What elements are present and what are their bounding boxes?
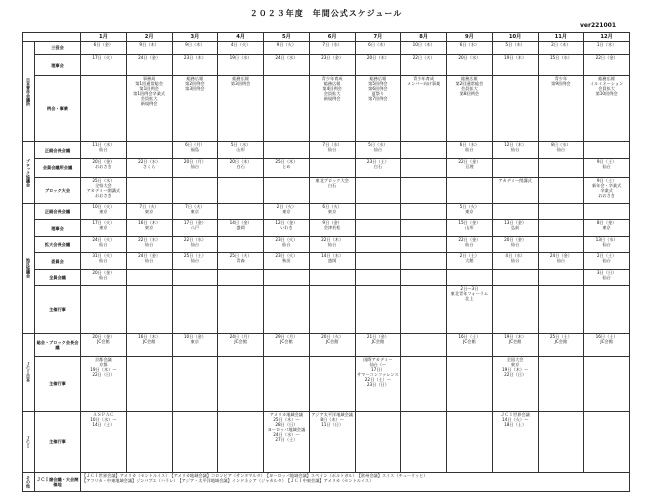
schedule-cell	[172, 357, 218, 411]
schedule-cell: 7日（水）	[309, 42, 355, 55]
schedule-cell: 9日（土） 新年会・卒業式 卒業式 おおさき	[584, 177, 630, 203]
schedule-cell: 23日（木）	[172, 54, 218, 75]
schedule-cell: 24日（金）	[126, 54, 172, 75]
schedule-row	[23, 177, 630, 203]
schedule-cell	[218, 357, 264, 411]
schedule-row	[23, 54, 630, 75]
row-label: 会員会議所会議	[35, 158, 81, 177]
schedule-cell: 9日（木）	[126, 42, 172, 55]
schedule-cell	[401, 411, 447, 472]
schedule-cell	[309, 286, 355, 333]
schedule-cell	[126, 286, 172, 333]
schedule-cell	[584, 142, 630, 159]
schedule-cell: 6日（火） 東京	[309, 203, 355, 220]
header-corner	[23, 33, 81, 42]
schedule-cell: 17日（金） 八戸	[172, 220, 218, 237]
schedule-cell: 31日（火） 仙台	[81, 253, 127, 270]
schedule-cell	[538, 236, 584, 253]
schedule-cell: 3日（日） 仙台	[584, 269, 630, 286]
schedule-table	[22, 32, 630, 492]
schedule-cell	[81, 76, 127, 142]
schedule-cell	[264, 177, 310, 203]
schedule-cell	[401, 333, 447, 357]
schedule-cell: 1日（木）	[584, 42, 630, 55]
schedule-cell	[538, 411, 584, 472]
schedule-cell	[218, 269, 264, 286]
schedule-cell: 12日（木） 仙台	[492, 142, 538, 159]
schedule-cell	[538, 357, 584, 411]
month-header: 1月	[81, 33, 127, 42]
schedule-cell: 25日（木） とめ	[264, 158, 310, 177]
schedule-cell: 11日（水） 仙台	[81, 142, 127, 159]
schedule-cell: 16日（土） JC会館	[447, 333, 493, 357]
schedule-cell: 20日（金） 仙台	[492, 236, 538, 253]
schedule-cell: 4日（火）	[218, 42, 264, 55]
schedule-cell	[218, 236, 264, 253]
schedule-cell	[172, 411, 218, 472]
schedule-cell: 青少年 第9回例会	[538, 76, 584, 142]
schedule-cell: 20日（金） おおさき	[81, 158, 127, 177]
row-label: 理事会	[35, 54, 81, 75]
schedule-cell: 25日（火） 青森	[218, 253, 264, 270]
schedule-cell	[172, 269, 218, 286]
schedule-cell: 24日（金） 仙台	[538, 253, 584, 270]
schedule-cell	[538, 177, 584, 203]
schedule-cell: 14日（金） 盛岡	[218, 220, 264, 237]
schedule-cell	[447, 177, 493, 203]
schedule-cell	[218, 411, 264, 472]
schedule-cell	[538, 203, 584, 220]
page-title: ２０２３年度 年間公式スケジュール	[249, 9, 403, 18]
schedule-cell: 総務広報 第2回例会 第3回例会	[172, 76, 218, 142]
row-label: 主催行事	[35, 357, 81, 411]
schedule-cell	[218, 177, 264, 203]
schedule-cell: 14日（水） 盛岡	[309, 253, 355, 270]
schedule-row	[23, 236, 630, 253]
schedule-cell: 12日（金） いわき	[264, 220, 310, 237]
month-header: 9月	[447, 33, 493, 42]
row-label: 正副会長会議	[35, 203, 81, 220]
schedule-cell: ＡＳＰＡＣ 10日（水）〜 14日（土）	[81, 411, 127, 472]
schedule-cell: 24日（水）	[264, 54, 310, 75]
schedule-cell: 5日（火） 東京	[447, 203, 493, 220]
row-label: 全員会議	[35, 269, 81, 286]
schedule-cell: 20日（木） 白石	[218, 158, 264, 177]
schedule-cell	[447, 269, 493, 286]
schedule-cell: 23日（火） 仙台	[264, 236, 310, 253]
schedule-cell	[264, 357, 310, 411]
schedule-cell	[447, 357, 493, 411]
schedule-cell: 16日（土） JC会館	[584, 333, 630, 357]
schedule-cell: 青少年育成 総務広報 第4回例会 会員拡大 新規例会	[309, 76, 355, 142]
schedule-cell: 23日（火） 秋田	[264, 253, 310, 270]
schedule-cell: 6日（月） 福島	[172, 142, 218, 159]
category-label: その他	[23, 473, 35, 492]
schedule-cell: 【ＪＣＩ世界会議】アメリカ（セントルイス） 【アメリカ地域会議】コロンビア（サンタマルタ） 【ヨーロッパ地域会議】スペイン（ポルトガル） 【欧州会議】スイス（チューリッヒ） 【アフリカ・中東地域会議】ジンバブエ（ハラレ） 【アジア・太平洋地域会議】インドネシア（ジャカルタ） 【ＪＣＩ中東会議】アメリカ（セントルイス）	[81, 473, 630, 492]
schedule-cell	[264, 76, 310, 142]
schedule-cell	[355, 203, 401, 220]
schedule-cell: 6日（水） 仙台	[447, 142, 493, 159]
schedule-cell	[355, 253, 401, 270]
schedule-cell	[492, 203, 538, 220]
schedule-cell	[355, 411, 401, 472]
schedule-cell: 17日（火）	[81, 54, 127, 75]
schedule-cell	[309, 357, 355, 411]
month-header: 3月	[172, 33, 218, 42]
month-header: 12月	[584, 33, 630, 42]
schedule-row	[23, 357, 630, 411]
schedule-cell: 10日（金） 東京	[172, 333, 218, 357]
schedule-cell: 総務広報 第5回例会 第6回例会 夏祭り 第7回例会	[355, 76, 401, 142]
schedule-cell: 29日（月） JC会館	[264, 333, 310, 357]
month-header: 8月	[401, 33, 447, 42]
schedule-cell: 24日（金） 仙台	[126, 253, 172, 270]
row-label: ＪＣＩ諸会議・大会開催地	[35, 473, 81, 492]
schedule-cell	[355, 286, 401, 333]
schedule-cell: アジア太平洋地域会議 8日（木）〜 11日（日）	[309, 411, 355, 472]
schedule-cell: 20日（水）	[447, 54, 493, 75]
schedule-cell: 20日（月） 仙台	[172, 158, 218, 177]
schedule-cell: 20日（金） 仙台	[81, 269, 127, 286]
schedule-cell	[538, 269, 584, 286]
schedule-cell	[401, 177, 447, 203]
schedule-cell: 20日（木）	[355, 54, 401, 75]
schedule-cell	[218, 286, 264, 333]
schedule-row	[23, 253, 630, 270]
schedule-cell: 国際アカデミー 仙台（〜 17日） サマーコンファレンス 22日（土）〜 23日（日）	[355, 357, 401, 411]
row-label: 拡大会長会議	[35, 236, 81, 253]
schedule-cell	[126, 357, 172, 411]
schedule-cell	[355, 177, 401, 203]
schedule-cell: 総務広報 イルミネーション 会員拡大 第10回例会	[584, 76, 630, 142]
schedule-cell	[401, 236, 447, 253]
schedule-row	[23, 473, 630, 492]
schedule-cell	[401, 203, 447, 220]
schedule-cell: 24日（火） 仙台	[81, 236, 127, 253]
schedule-cell: 10日（木）	[401, 42, 447, 55]
schedule-cell: 13日（水） 仙台	[584, 236, 630, 253]
row-label: 例会・事業	[35, 76, 81, 142]
schedule-cell: 青少年育成 メンバー向け事業	[401, 76, 447, 142]
schedule-cell	[401, 286, 447, 333]
schedule-row	[23, 286, 630, 333]
header-row	[23, 33, 630, 42]
schedule-cell	[584, 411, 630, 472]
schedule-cell	[584, 357, 630, 411]
row-label: 正副会長会議	[35, 142, 81, 159]
schedule-cell	[584, 203, 630, 220]
schedule-cell: 19日（木） JC会館	[492, 333, 538, 357]
row-label: 主催行事	[35, 286, 81, 333]
schedule-cell: 25日（水） 全県大会 アカデミー開講式 おおさき	[81, 177, 127, 203]
schedule-cell: アカデミー閉講式	[492, 177, 538, 203]
schedule-cell	[447, 411, 493, 472]
schedule-row	[23, 142, 630, 159]
schedule-cell	[492, 269, 538, 286]
month-header: 4月	[218, 33, 264, 42]
schedule-cell: 22日（金） 仙台	[447, 236, 493, 253]
schedule-cell: 2日（土） 仙台	[584, 253, 630, 270]
schedule-cell: 6日（金）	[81, 42, 127, 55]
schedule-cell: 22日（木） 仙台	[309, 236, 355, 253]
schedule-cell: 19日（木）	[492, 54, 538, 75]
schedule-cell: 22日（水） さくら	[126, 158, 172, 177]
schedule-cell: 5日（木）	[492, 42, 538, 55]
schedule-cell	[584, 286, 630, 333]
schedule-cell: 15日（水）	[538, 54, 584, 75]
schedule-cell: 2日〜3日 東北青年フォーラム 北上	[447, 286, 493, 333]
schedule-cell	[538, 286, 584, 333]
schedule-cell: ＪＣＩ世界会議 14日（火）〜 18日（土）	[492, 411, 538, 472]
schedule-cell	[172, 286, 218, 333]
schedule-cell	[401, 158, 447, 177]
schedule-cell: 事務局 第1回通常総会 第1回例会 第1回例会卒業式 会員拡大 新規例会	[126, 76, 172, 142]
schedule-cell	[401, 142, 447, 159]
schedule-cell	[126, 269, 172, 286]
category-label: 日本青年会議所	[23, 42, 35, 142]
schedule-cell: 23日（土） 白石	[355, 158, 401, 177]
schedule-row	[23, 333, 630, 357]
schedule-cell: 9日（火）	[264, 42, 310, 55]
row-label: ブロック大会	[35, 177, 81, 203]
schedule-cell	[401, 220, 447, 237]
schedule-cell	[126, 411, 172, 472]
schedule-cell	[126, 177, 172, 203]
schedule-cell: 2日（火） 東京	[264, 203, 310, 220]
schedule-cell: 22日（金）	[584, 54, 630, 75]
month-header: 2月	[126, 33, 172, 42]
schedule-cell: 6日（水）	[447, 42, 493, 55]
month-header: 6月	[309, 33, 355, 42]
schedule-cell: アメリカ地域会議 25日（木）〜 28日（日） ヨーロッパ地域会議 24日（水）〜 27日（土）	[264, 411, 310, 472]
category-label: 地区協議会	[23, 203, 35, 333]
schedule-cell	[264, 142, 310, 159]
schedule-cell	[492, 76, 538, 142]
category-label: ブロック協議会	[23, 142, 35, 203]
schedule-cell	[492, 158, 538, 177]
schedule-cell: 20日（金） JC会館	[81, 333, 127, 357]
schedule-cell: 8日（金） 東京	[584, 220, 630, 237]
schedule-cell	[492, 286, 538, 333]
schedule-cell	[264, 269, 310, 286]
schedule-row	[23, 220, 630, 237]
schedule-cell: 20日（火） JC会館	[309, 333, 355, 357]
schedule-cell: 16日（木） 東京	[126, 220, 172, 237]
schedule-cell: 17日（火） 東京	[81, 220, 127, 237]
schedule-cell	[355, 220, 401, 237]
schedule-cell: 総務広報 第3回例会	[218, 76, 264, 142]
schedule-cell: 25日（土） 仙台	[172, 253, 218, 270]
schedule-cell: 7日（火） 東京	[126, 203, 172, 220]
schedule-cell: 19日（水）	[218, 54, 264, 75]
schedule-cell: 4日（水） 仙台	[492, 253, 538, 270]
schedule-cell: 9日（木）	[172, 42, 218, 55]
row-label: 委員会	[35, 253, 81, 270]
schedule-cell	[538, 220, 584, 237]
row-label: 理事会	[35, 220, 81, 237]
schedule-cell: 京都会議 京都 19日（木）〜 22日（日）	[81, 357, 127, 411]
schedule-cell	[401, 269, 447, 286]
schedule-cell	[172, 177, 218, 203]
schedule-cell: 22日（火）	[401, 54, 447, 75]
schedule-cell	[126, 142, 172, 159]
schedule-cell: 7日（火） 東京	[172, 203, 218, 220]
schedule-cell: 15日（金） 山形	[447, 220, 493, 237]
schedule-cell: 9日（金） 会津若松	[309, 220, 355, 237]
schedule-cell: 21日（金） JC会館	[355, 333, 401, 357]
schedule-cell: 総務広報 第2回通常総会 会員拡大 第8回例会	[447, 76, 493, 142]
row-label: 総会・ブロック会長会議	[35, 333, 81, 357]
schedule-cell: 13日（金） 弘前	[492, 220, 538, 237]
schedule-cell: 10日（火） 東京	[81, 203, 127, 220]
schedule-row	[23, 411, 630, 472]
schedule-cell: 22日（金） 亘理	[447, 158, 493, 177]
schedule-cell: 22日（水） 仙台	[126, 236, 172, 253]
schedule-cell: 25日（土） JC会館	[538, 333, 584, 357]
schedule-cell: 東北ブロック大会 白石	[309, 177, 355, 203]
schedule-cell: 9日（土） 仙台	[584, 158, 630, 177]
schedule-cell: 22日（水） 仙台	[172, 236, 218, 253]
month-header: 11月	[538, 33, 584, 42]
schedule-cell	[218, 203, 264, 220]
schedule-cell	[355, 269, 401, 286]
schedule-cell	[309, 158, 355, 177]
row-label: 三役会	[35, 42, 81, 55]
schedule-cell	[81, 286, 127, 333]
schedule-cell: 全国大会 東京 19日（木）〜 22日（日）	[492, 357, 538, 411]
schedule-cell: 7日（水） 仙台	[309, 142, 355, 159]
category-label: ＪＣＩ	[23, 411, 35, 472]
schedule-cell	[355, 236, 401, 253]
schedule-cell	[309, 269, 355, 286]
category-label: ＪＣＩ日本	[23, 333, 35, 411]
schedule-cell: 8日（水） 仙台	[538, 142, 584, 159]
schedule-cell: 5日（水） 仙台	[355, 142, 401, 159]
month-header: 5月	[264, 33, 310, 42]
schedule-cell: 23日（金）	[309, 54, 355, 75]
row-label: 主催行事	[35, 411, 81, 472]
month-header: 10月	[492, 33, 538, 42]
schedule-cell	[401, 357, 447, 411]
schedule-row	[23, 158, 630, 177]
schedule-cell	[538, 158, 584, 177]
month-header: 7月	[355, 33, 401, 42]
version-label: ver221001	[580, 22, 616, 29]
schedule-row	[23, 42, 630, 55]
schedule-cell	[401, 253, 447, 270]
schedule-row	[23, 269, 630, 286]
schedule-row	[23, 76, 630, 142]
schedule-cell: 6日（木）	[355, 42, 401, 55]
schedule-row	[23, 203, 630, 220]
schedule-cell	[264, 286, 310, 333]
schedule-cell: 5日（水） 山形	[218, 142, 264, 159]
schedule-cell: 24日（月） JC会館	[218, 333, 264, 357]
schedule-cell: 16日（木） JC会館	[126, 333, 172, 357]
schedule-cell: 2日（木）	[538, 42, 584, 55]
schedule-cell: 2日（土） 大館	[447, 253, 493, 270]
